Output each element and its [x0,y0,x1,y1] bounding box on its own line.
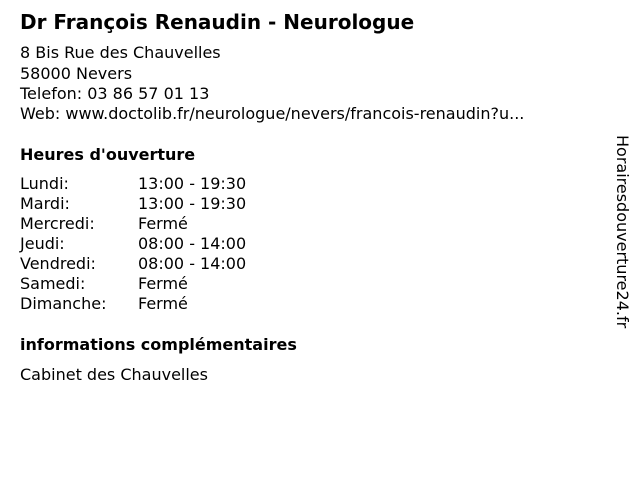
hours-time: 13:00 - 19:30 [138,194,247,213]
phone-number: Telefon: 03 86 57 01 13 [20,84,210,103]
hours-day: Mercredi: [20,214,95,233]
hours-time: Fermé [138,294,188,313]
address-city: 58000 Nevers [20,64,133,83]
hours-time: Fermé [138,274,188,293]
hours-day: Dimanche: [20,294,107,313]
hours-time: 08:00 - 14:00 [138,254,247,273]
additional-info-heading: informations complémentaires [20,335,297,354]
address-street: 8 Bis Rue des Chauvelles [20,43,221,62]
hours-time: Fermé [138,214,188,233]
hours-time: 13:00 - 19:30 [138,174,247,193]
hours-day: Samedi: [20,274,86,293]
additional-info-text: Cabinet des Chauvelles [20,365,208,384]
site-brand-vertical: Horairesdouverture24.fr [613,135,632,329]
hours-day: Mardi: [20,194,70,213]
website-link[interactable]: Web: www.doctolib.fr/neurologue/nevers/francois-renaudin?u... [20,104,525,123]
hours-time: 08:00 - 14:00 [138,234,247,253]
hours-day: Vendredi: [20,254,96,273]
page-title: Dr François Renaudin - Neurologue [20,10,415,34]
hours-day: Lundi: [20,174,69,193]
opening-hours-heading: Heures d'ouverture [20,145,196,164]
hours-day: Jeudi: [20,234,65,253]
